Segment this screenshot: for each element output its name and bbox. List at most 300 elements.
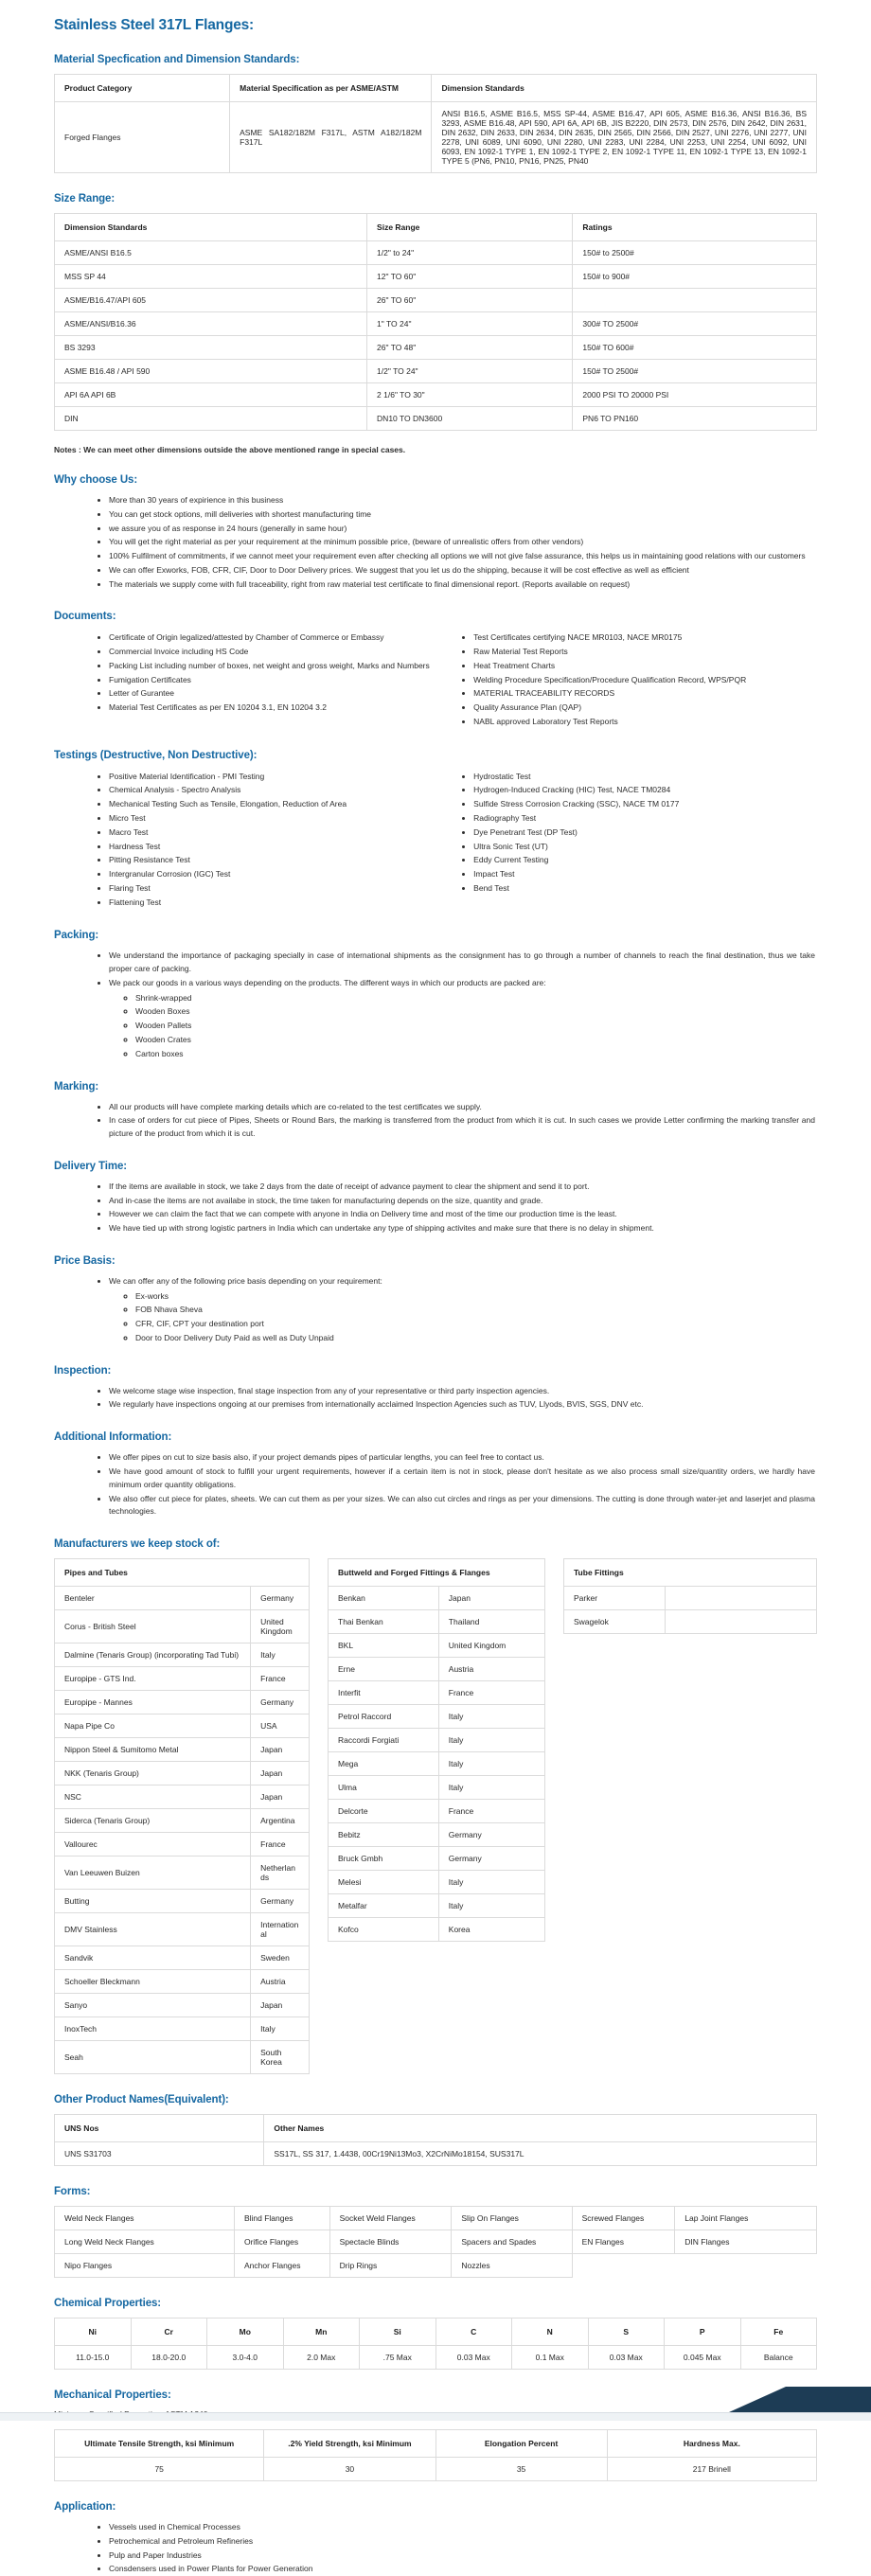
buttweld-forged-table	[328, 1558, 545, 1942]
column-header: UNS Nos	[55, 2115, 264, 2142]
section-heading-inspection: Inspection:	[54, 1364, 112, 1377]
list-item: • Welding Procedure Specification/Procedure Qualification Record, WPS/PQR	[473, 674, 817, 687]
list-item: • We offer pipes on cut to size basis also, if your project demands pipes of particular lengths, you can feel free to contact us.	[109, 1451, 817, 1465]
table-cell: Germany	[251, 1691, 310, 1714]
table-header-row	[55, 214, 817, 241]
table-row	[55, 265, 817, 289]
section-heading-additional-information: Additional Information:	[54, 1431, 172, 1444]
table-cell: DN10 TO DN3600	[367, 407, 573, 431]
list-item: • Ultra Sonic Test (UT)	[473, 841, 817, 854]
why-choose-us-list	[54, 494, 817, 591]
inspection-list	[54, 1385, 817, 1412]
table-cell: Kofco	[329, 1918, 439, 1942]
table-row	[55, 1691, 310, 1714]
column-header: Material Specification as per ASME/ASTM	[230, 75, 432, 102]
table-row	[55, 1667, 310, 1691]
column-header: Mn	[283, 2318, 360, 2346]
table-row	[55, 1714, 310, 1738]
section-price-basis	[54, 1255, 817, 1345]
table-cell: 18.0-20.0	[131, 2346, 207, 2370]
table-row	[55, 1809, 310, 1833]
sub-list	[109, 1290, 815, 1345]
section-heading-material-spec: Material Specfication and Dimension Standards:	[54, 54, 300, 65]
table-row	[329, 1847, 545, 1871]
table-row	[55, 407, 817, 431]
table-row	[55, 289, 817, 312]
table-row	[329, 1705, 545, 1729]
table-cell: Ulma	[329, 1776, 439, 1800]
table-cell: 3.0-4.0	[207, 2346, 284, 2370]
table-cell: ASME/ANSI/B16.36	[55, 312, 367, 336]
list-item: • You can get stock options, mill deliveries with shortest manufacturing time	[109, 508, 817, 522]
testings-columns	[54, 770, 817, 911]
column-header: Product Category	[55, 75, 230, 102]
table-row	[329, 1681, 545, 1705]
table-cell: Sanyo	[55, 1994, 251, 2017]
section-heading-price-basis: Price Basis:	[54, 1254, 116, 1267]
table-cell: EN Flanges	[572, 2230, 675, 2254]
list-item: • In case of orders for cut piece of Pipes, Sheets or Round Bars, the marking is transferred from the product from which it is cut. In such cases we provide Letter confirming the marking transfer and picture of the product from which it is cut.	[109, 1114, 817, 1141]
list-item: • NABL approved Laboratory Test Reports	[473, 716, 817, 729]
table-row	[564, 1610, 817, 1634]
table-cell: Melesi	[329, 1871, 439, 1894]
table-cell: Dalmine (Tenaris Group) (incorporating Tad Tubi)	[55, 1643, 251, 1667]
size-range-table	[54, 213, 817, 431]
section-heading-documents: Documents:	[54, 611, 116, 623]
table-cell	[665, 1587, 816, 1610]
size-range-note: Notes : We can meet other dimensions outside the above mentioned range in special cases.	[54, 445, 406, 454]
sub-list-item: ◦ FOB Nhava Sheva	[135, 1304, 815, 1317]
table-cell: South Korea	[251, 2041, 310, 2074]
list-item: • Quality Assurance Plan (QAP)	[473, 702, 817, 715]
list-item: • We understand the importance of packaging specially in case of international shipments as the consignment has to go through a number of channels to reach the final destination, thus we take proper care of packing.	[109, 950, 817, 976]
table-cell: InoxTech	[55, 2017, 251, 2041]
table-cell: UNS S31703	[55, 2142, 264, 2166]
table-cell: Benkan	[329, 1587, 439, 1610]
table-cell: Austria	[251, 1970, 310, 1994]
table-cell: Forged Flanges	[55, 102, 230, 173]
chemical-properties-table	[54, 2318, 817, 2370]
list-item: • Radiography Test	[473, 812, 817, 826]
table-cell: USA	[251, 1714, 310, 1738]
column-header: Cr	[131, 2318, 207, 2346]
table-cell: Screwed Flanges	[572, 2207, 675, 2230]
table-cell: API 6A API 6B	[55, 383, 367, 407]
sub-list	[109, 992, 815, 1061]
section-size-range	[54, 193, 817, 454]
section-heading-other-names: Other Product Names(Equivalent):	[54, 2094, 229, 2106]
column-header: Hardness Max.	[607, 2430, 816, 2458]
table-cell: Schoeller Bleckmann	[55, 1970, 251, 1994]
table-row	[329, 1587, 545, 1610]
section-inspection	[54, 1365, 817, 1412]
table-cell: BKL	[329, 1634, 439, 1658]
sub-list-item: ◦ Shrink-wrapped	[135, 992, 815, 1005]
table-cell: Delcorte	[329, 1800, 439, 1823]
section-application	[54, 2501, 817, 2576]
table-row	[55, 1643, 310, 1667]
mechanical-properties-table	[54, 2429, 817, 2481]
table-cell: Parker	[564, 1587, 666, 1610]
delivery-time-list	[54, 1181, 817, 1235]
table-row	[55, 1913, 310, 1946]
table-row	[55, 2230, 817, 2254]
column-header: C	[436, 2318, 512, 2346]
table-cell: Germany	[438, 1823, 544, 1847]
list-item: • We have tied up with strong logistic partners in India which can undertake any type of shipping activites and make sure that there is no delay in shipment.	[109, 1222, 817, 1235]
table-cell: Metalfar	[329, 1894, 439, 1918]
application-list	[54, 2521, 817, 2576]
list-item: • Letter of Gurantee	[109, 687, 458, 701]
table-cell: Thai Benkan	[329, 1610, 439, 1634]
table-cell: ASME B16.48 / API 590	[55, 360, 367, 383]
table-cell: Bruck Gmbh	[329, 1847, 439, 1871]
section-forms	[54, 2186, 817, 2278]
table-cell: NKK (Tenaris Group)	[55, 1762, 251, 1785]
table-title: Tube Fittings	[564, 1559, 817, 1587]
table-cell: 150# TO 2500#	[573, 360, 817, 383]
table-row	[55, 2346, 817, 2370]
marking-list	[54, 1101, 817, 1141]
table-row	[55, 1762, 310, 1785]
table-cell: Balance	[740, 2346, 817, 2370]
documents-right-column	[458, 631, 817, 729]
table-cell: International	[251, 1913, 310, 1946]
table-cell: Japan	[251, 1994, 310, 2017]
list-item: • Fumigation Certificates	[109, 674, 458, 687]
list-item: • And in-case the items are not availabe in stock, the time taken for manufacturing depends on the size, quantity and grade.	[109, 1195, 817, 1208]
table-row	[55, 1738, 310, 1762]
additional-information-list	[54, 1451, 817, 1519]
list-item: • Impact Test	[473, 868, 817, 881]
list-item: • Commercial Invoice including HS Code	[109, 646, 458, 659]
table-cell: 2.0 Max	[283, 2346, 360, 2370]
list-item: • Flattening Test	[109, 897, 458, 910]
table-cell: Swagelok	[564, 1610, 666, 1634]
table-cell: MSS SP 44	[55, 265, 367, 289]
list-item: • If the items are available in stock, we take 2 days from the date of receipt of advance payment to clear the shipment and send it to port.	[109, 1181, 817, 1194]
table-row	[55, 360, 817, 383]
sub-list-item: ◦ Carton boxes	[135, 1048, 815, 1061]
table-cell: ASME/B16.47/API 605	[55, 289, 367, 312]
column-header: P	[665, 2318, 741, 2346]
table-row	[55, 1970, 310, 1994]
table-cell: 150# TO 600#	[573, 336, 817, 360]
table-cell: Japan	[251, 1762, 310, 1785]
list-item: • We have good amount of stock to fulfill your urgent requirements, however if a certain item is not in stock, please don't hesitate as we also process small size/quantity orders, we hardly have minimum order quantity obligations.	[109, 1466, 817, 1492]
table-cell: 0.03 Max	[436, 2346, 512, 2370]
testings-left-list	[54, 771, 458, 910]
sub-list-item: ◦ Ex-works	[135, 1290, 815, 1304]
table-row	[55, 1890, 310, 1913]
list-item: • Dye Penetrant Test (DP Test)	[473, 826, 817, 840]
table-cell: France	[251, 1667, 310, 1691]
table-cell: 150# to 900#	[573, 265, 817, 289]
section-heading-why-choose-us: Why choose Us:	[54, 474, 138, 486]
table-cell: BS 3293	[55, 336, 367, 360]
table-row	[329, 1658, 545, 1681]
list-item: • Sulfide Stress Corrosion Cracking (SSC), NACE TM 0177	[473, 798, 817, 811]
table-cell: France	[438, 1681, 544, 1705]
table-cell: 150# to 2500#	[573, 241, 817, 265]
sub-list-item: ◦ Wooden Crates	[135, 1034, 815, 1047]
table-cell: Napa Pipe Co	[55, 1714, 251, 1738]
table-row	[55, 2458, 817, 2481]
table-row	[55, 1587, 310, 1610]
table-cell: NSC	[55, 1785, 251, 1809]
section-other-names	[54, 2094, 817, 2166]
table-row	[329, 1776, 545, 1800]
table-title: Pipes and Tubes	[55, 1559, 310, 1587]
list-item: • Intergranular Corrosion (IGC) Test	[109, 868, 458, 881]
table-cell: Slip On Flanges	[452, 2207, 572, 2230]
list-item: • However we can claim the fact that we can compete with anyone in India on Delivery time and most of the time our production time is the least.	[109, 1208, 817, 1221]
list-item: • Micro Test	[109, 812, 458, 826]
section-chemical-properties	[54, 2298, 817, 2370]
table-cell: 26" TO 60"	[367, 289, 573, 312]
table-row	[329, 1610, 545, 1634]
list-item: • Consdensers used in Power Plants for Power Generation	[109, 2563, 817, 2576]
pipes-tubes-table	[54, 1558, 310, 2074]
table-header-row	[55, 2115, 817, 2142]
table-cell: Benteler	[55, 1587, 251, 1610]
testings-left-column	[54, 770, 458, 911]
table-row	[329, 1729, 545, 1752]
column-header: Elongation Percent	[436, 2430, 607, 2458]
table-cell: 300# TO 2500#	[573, 312, 817, 336]
list-item: • Certificate of Origin legalized/attested by Chamber of Commerce or Embassy	[109, 631, 458, 645]
table-cell: Butting	[55, 1890, 251, 1913]
section-heading-delivery-time: Delivery Time:	[54, 1160, 128, 1172]
list-item: • Heat Treatment Charts	[473, 660, 817, 673]
table-cell: Erne	[329, 1658, 439, 1681]
table-cell: France	[438, 1800, 544, 1823]
table-cell: 0.045 Max	[665, 2346, 741, 2370]
table-cell: Seah	[55, 2041, 251, 2074]
sub-list-item: ◦ CFR, CIF, CPT your destination port	[135, 1318, 815, 1331]
table-cell: Argentina	[251, 1809, 310, 1833]
table-cell: Blind Flanges	[234, 2207, 329, 2230]
table-cell	[573, 289, 817, 312]
table-cell: Bebitz	[329, 1823, 439, 1847]
table-title-row	[55, 1559, 310, 1587]
table-cell: 2 1/6" TO 30"	[367, 383, 573, 407]
table-cell: Korea	[438, 1918, 544, 1942]
sub-list-item: ◦ Door to Door Delivery Duty Paid as well as Duty Unpaid	[135, 1332, 815, 1345]
tube-fittings-table	[563, 1558, 817, 1634]
column-header: Fe	[740, 2318, 817, 2346]
table-cell: Anchor Flanges	[234, 2254, 329, 2278]
list-item: • You will get the right material as per your requirement at the minimum possible price, (beware of unrealistic offers from other vendors)	[109, 536, 817, 549]
table-row	[55, 2207, 817, 2230]
table-cell: Socket Weld Flanges	[329, 2207, 452, 2230]
table-row	[329, 1800, 545, 1823]
table-cell: Sandvik	[55, 1946, 251, 1970]
list-item: • We regularly have inspections ongoing at our premises from internationally acclaimed Inspection Agencies such as TUV, Llyods, BVIS, SGS, DNV etc.	[109, 1398, 817, 1412]
testings-right-column	[458, 770, 817, 911]
table-cell: 12" TO 60"	[367, 265, 573, 289]
section-mechanical-properties	[54, 2389, 817, 2481]
table-cell: 30	[264, 2458, 436, 2481]
section-heading-forms: Forms:	[54, 2186, 91, 2198]
column-header: Mo	[207, 2318, 284, 2346]
manufacturers-tables	[54, 1558, 817, 2074]
list-item: • We welcome stage wise inspection, final stage inspection from any of your representative or third party inspection agencies.	[109, 1385, 817, 1398]
section-packing	[54, 930, 817, 1060]
list-item: • Positive Material Identification - PMI Testing	[109, 771, 458, 784]
section-additional-information	[54, 1431, 817, 1519]
table-row	[55, 1610, 310, 1643]
table-cell: Germany	[251, 1587, 310, 1610]
table-cell: Petrol Raccord	[329, 1705, 439, 1729]
section-heading-chemical-properties: Chemical Properties:	[54, 2298, 162, 2310]
list-item: • we assure you of as response in 24 hours (generally in same hour)	[109, 523, 817, 536]
list-item: • All our products will have complete marking details which are co-related to the test certificates we supply.	[109, 1101, 817, 1114]
column-header: Dimension Standards	[55, 214, 367, 241]
table-cell: Italy	[438, 1871, 544, 1894]
list-item: • Hydrogen-Induced Cracking (HIC) Test, NACE TM0284	[473, 784, 817, 797]
table-row	[329, 1871, 545, 1894]
table-cell: Lap Joint Flanges	[675, 2207, 817, 2230]
table-cell	[665, 1610, 816, 1634]
table-row	[55, 1994, 310, 2017]
table-row	[55, 1833, 310, 1856]
table-row	[55, 383, 817, 407]
list-item: • Bend Test	[473, 882, 817, 896]
list-item: • Flaring Test	[109, 882, 458, 896]
table-cell: Netherlands	[251, 1856, 310, 1890]
list-item: • Macro Test	[109, 826, 458, 840]
table-cell: DIN	[55, 407, 367, 431]
table-row	[55, 1785, 310, 1809]
table-title: Buttweld and Forged Fittings & Flanges	[329, 1559, 545, 1587]
table-cell: Japan	[438, 1587, 544, 1610]
table-row	[55, 312, 817, 336]
table-cell: Nozzles	[452, 2254, 572, 2278]
table-row	[55, 241, 817, 265]
table-header-row	[55, 75, 817, 102]
list-item: • More than 30 years of expirience in this business	[109, 494, 817, 507]
list-item: • We also offer cut piece for plates, sheets. We can cut them as per your sizes. We can also cut circles and rings as per your dimensions. The cutting is done through water-jet and laserjet and plasma technologies.	[109, 1493, 817, 1519]
table-cell: 1/2" to 24"	[367, 241, 573, 265]
table-cell: Italy	[438, 1776, 544, 1800]
documents-columns	[54, 631, 817, 729]
column-header: Ratings	[573, 214, 817, 241]
table-cell: Interfit	[329, 1681, 439, 1705]
table-cell: Europipe - Mannes	[55, 1691, 251, 1714]
table-title-row	[329, 1559, 545, 1587]
table-cell: .75 Max	[360, 2346, 436, 2370]
other-names-table	[54, 2114, 817, 2166]
packing-list	[54, 950, 817, 1060]
documents-left-column	[54, 631, 458, 729]
table-cell: 2000 PSI TO 20000 PSI	[573, 383, 817, 407]
list-item: • 100% Fulfilment of commitments, if we cannot meet your requirement even after checking all options we will not give false assurance, this helps us in maintaining good relations with our customers	[109, 550, 817, 563]
section-marking	[54, 1081, 817, 1141]
table-row	[55, 2142, 817, 2166]
table-cell: 26" TO 48"	[367, 336, 573, 360]
column-header: Si	[360, 2318, 436, 2346]
column-header: S	[588, 2318, 665, 2346]
table-cell: Sweden	[251, 1946, 310, 1970]
table-cell: DIN Flanges	[675, 2230, 817, 2254]
sub-list-item: ◦ Wooden Boxes	[135, 1005, 815, 1019]
table-cell: 217 Brinell	[607, 2458, 816, 2481]
table-cell: Austria	[438, 1658, 544, 1681]
table-cell: France	[251, 1833, 310, 1856]
documents-left-list	[54, 631, 458, 715]
list-item: • Pulp and Paper Industries	[109, 2549, 817, 2563]
sub-list-item: ◦ Wooden Pallets	[135, 1020, 815, 1033]
list-item: • The materials we supply come with full traceability, right from raw material test certificate to final dimensional report. (Reports available on request)	[109, 578, 817, 592]
list-item: • Packing List including number of boxes, net weight and gross weight, Marks and Numbers	[109, 660, 458, 673]
table-cell: Italy	[438, 1894, 544, 1918]
table-cell: Van Leeuwen Buizen	[55, 1856, 251, 1890]
table-cell: Spacers and Spades	[452, 2230, 572, 2254]
list-item: • Petrochemical and Petroleum Refineries	[109, 2535, 817, 2549]
page-title: Stainless Steel 317L Flanges:	[54, 17, 255, 33]
table-cell: SS17L, SS 317, 1.4438, 00Cr19Ni13Mo3, X2CrNiMo18154, SUS317L	[264, 2142, 817, 2166]
table-cell: Thailand	[438, 1610, 544, 1634]
table-cell: 0.03 Max	[588, 2346, 665, 2370]
table-cell: ASME/ANSI B16.5	[55, 241, 367, 265]
column-header: Size Range	[367, 214, 573, 241]
list-item: • Raw Material Test Reports	[473, 646, 817, 659]
section-why-choose-us	[54, 474, 817, 591]
table-cell: Italy	[251, 2017, 310, 2041]
table-row	[55, 2041, 310, 2074]
section-material-spec	[54, 54, 817, 173]
table-header-row	[55, 2430, 817, 2458]
list-item: • Eddy Current Testing	[473, 854, 817, 867]
table-cell: 75	[55, 2458, 264, 2481]
list-item: • Chemical Analysis - Spectro Analysis	[109, 784, 458, 797]
table-cell: Orifice Flanges	[234, 2230, 329, 2254]
section-heading-application: Application:	[54, 2501, 116, 2514]
table-cell: Nippon Steel & Sumitomo Metal	[55, 1738, 251, 1762]
section-documents	[54, 611, 817, 729]
section-heading-size-range: Size Range:	[54, 193, 116, 204]
testings-right-list	[458, 771, 817, 896]
table-row	[55, 1946, 310, 1970]
table-cell: Vallourec	[55, 1833, 251, 1856]
list-item: • We pack our goods in a various ways depending on the products. The different ways in which our products are packed are: ◦ Shrink-wrapped ◦ Wooden Boxes ◦ Wooden Pallets ◦ Wooden Crates ◦ Carton boxes	[109, 977, 817, 1061]
blank-cell	[675, 2254, 817, 2278]
table-row	[55, 1856, 310, 1890]
documents-right-list	[458, 631, 817, 728]
table-cell: 35	[436, 2458, 607, 2481]
list-item: • We can offer Exworks, FOB, CFR, CIF, Door to Door Delivery prices. We suggest that you let us do the shipping, because it will be cost effective as well as efficient	[109, 564, 817, 577]
blank-cell	[572, 2254, 675, 2278]
table-cell: Japan	[251, 1785, 310, 1809]
table-row	[329, 1752, 545, 1776]
table-cell: PN6 TO PN160	[573, 407, 817, 431]
table-cell: Germany	[438, 1847, 544, 1871]
price-basis-list	[54, 1275, 817, 1345]
column-header: Ni	[55, 2318, 132, 2346]
list-item: • Vessels used in Chemical Processes	[109, 2521, 817, 2534]
column-header: Dimension Standards	[432, 75, 817, 102]
section-heading-testings: Testings (Destructive, Non Destructive):	[54, 749, 258, 761]
table-cell: Germany	[251, 1890, 310, 1913]
table-row	[55, 336, 817, 360]
section-delivery-time	[54, 1161, 817, 1235]
table-row	[329, 1823, 545, 1847]
table-cell: 0.1 Max	[512, 2346, 589, 2370]
list-item: • Hardness Test	[109, 841, 458, 854]
table-cell: Weld Neck Flanges	[55, 2207, 235, 2230]
column-header: Ultimate Tensile Strength, ksi Minimum	[55, 2430, 264, 2458]
